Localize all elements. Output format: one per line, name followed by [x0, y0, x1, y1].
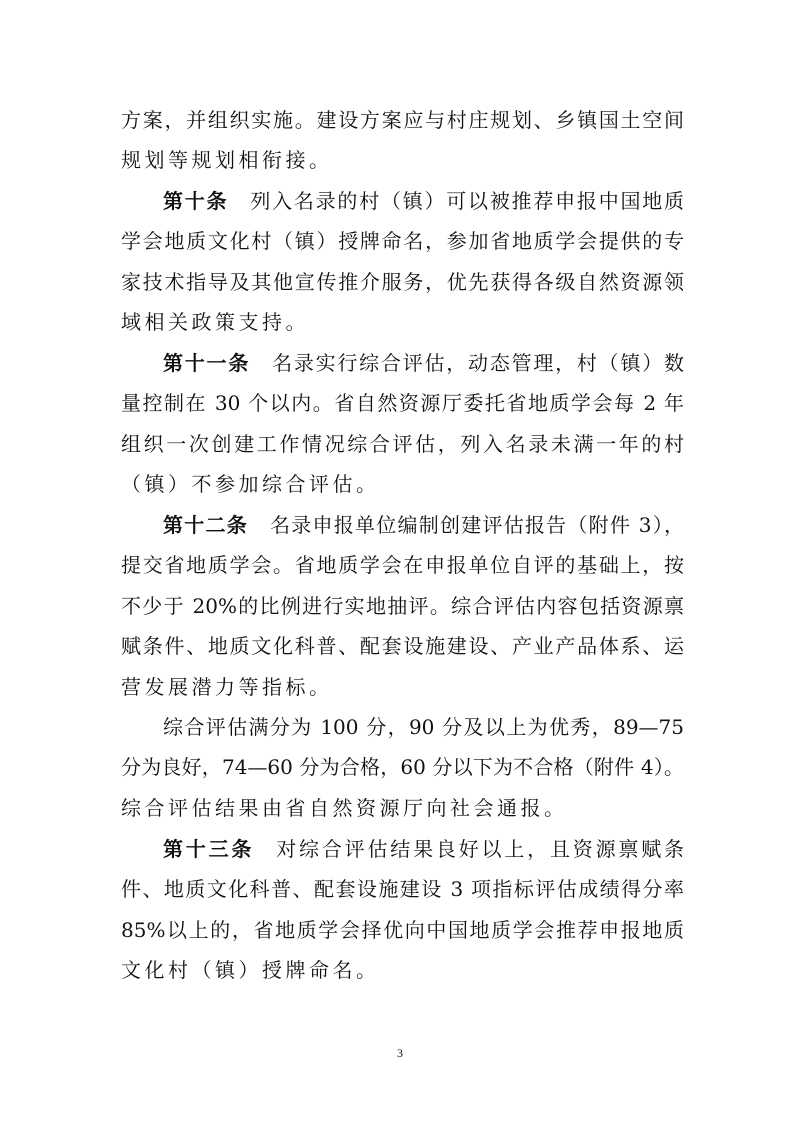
- text-line: [121, 874, 684, 904]
- line-text: 提交省地质学会。省地质学会在申报单位自评的基础上，按: [121, 553, 684, 577]
- line-text: 件、地质文化科普、配套设施建设 3 项指标评估成绩得分率: [121, 877, 684, 901]
- text-line: [121, 793, 684, 823]
- line-text: 学会地质文化村（镇）授牌命名，参加省地质学会提供的专: [121, 229, 684, 253]
- line-text: 规划等规划相衔接。: [121, 148, 333, 172]
- text-line: [121, 469, 684, 499]
- line-text: 家技术指导及其他宣传推介服务，优先获得各级自然资源领: [121, 270, 684, 294]
- text-line: [121, 226, 684, 256]
- text-line: [121, 550, 684, 580]
- page-number: 3: [397, 1046, 403, 1060]
- text-line: [121, 591, 684, 621]
- article-heading: 第十二条: [163, 513, 248, 537]
- line-text: 名录实行综合评估，动态管理，村（镇）数: [272, 351, 685, 375]
- line-text: 量控制在 30 个以内。省自然资源厅委托省地质学会每 2 年: [121, 391, 684, 415]
- article-heading: 第十三条: [163, 837, 255, 861]
- line-text: 组织一次创建工作情况综合评估，列入名录未满一年的村: [121, 432, 684, 456]
- line-text: 分为良好，74—60 分为合格，60 分以下为不合格（附件 4）。: [121, 755, 684, 779]
- line-text: 不少于 20%的比例进行实地抽评。综合评估内容包括资源禀: [121, 594, 684, 618]
- text-line: [121, 388, 684, 418]
- text-line: [121, 752, 684, 782]
- line-text: 综合评估满分为 100 分，90 分及以上为优秀，89—75: [163, 715, 684, 739]
- text-line: [163, 510, 684, 540]
- line-text: 赋条件、地质文化科普、配套设施建设、产业产品体系、运: [121, 634, 684, 658]
- line-text: 文化村（镇）授牌命名。: [121, 958, 380, 982]
- text-line: [121, 631, 684, 661]
- line-text: 85%以上的，省地质学会择优向中国地质学会推荐申报地质: [121, 918, 684, 942]
- text-line: [163, 348, 684, 378]
- text-line: [121, 672, 684, 702]
- text-line: [121, 145, 684, 175]
- article-heading: 第十条: [163, 189, 229, 213]
- line-text: 列入名录的村（镇）可以被推荐申报中国地质: [250, 189, 685, 213]
- text-line: [121, 915, 684, 945]
- text-line: [121, 307, 684, 337]
- text-line: [121, 429, 684, 459]
- text-line: [121, 267, 684, 297]
- line-text: 域相关政策支持。: [121, 310, 309, 334]
- text-line: [163, 186, 684, 216]
- article-heading: 第十一条: [163, 351, 251, 375]
- line-text: 名录申报单位编制创建评估报告（附件 3），: [269, 513, 684, 537]
- text-line: [121, 955, 684, 985]
- line-text: 营发展潜力等指标。: [121, 675, 333, 699]
- line-text: 对综合评估结果良好以上，且资源禀赋条: [276, 837, 685, 861]
- text-line: [163, 712, 684, 742]
- line-text: 综合评估结果由省自然资源厅向社会通报。: [121, 796, 568, 820]
- text-line: [121, 105, 684, 135]
- line-text: 方案，并组织实施。建设方案应与村庄规划、乡镇国土空间: [121, 108, 684, 132]
- line-text: （镇）不参加综合评估。: [121, 472, 380, 496]
- text-line: [163, 834, 684, 864]
